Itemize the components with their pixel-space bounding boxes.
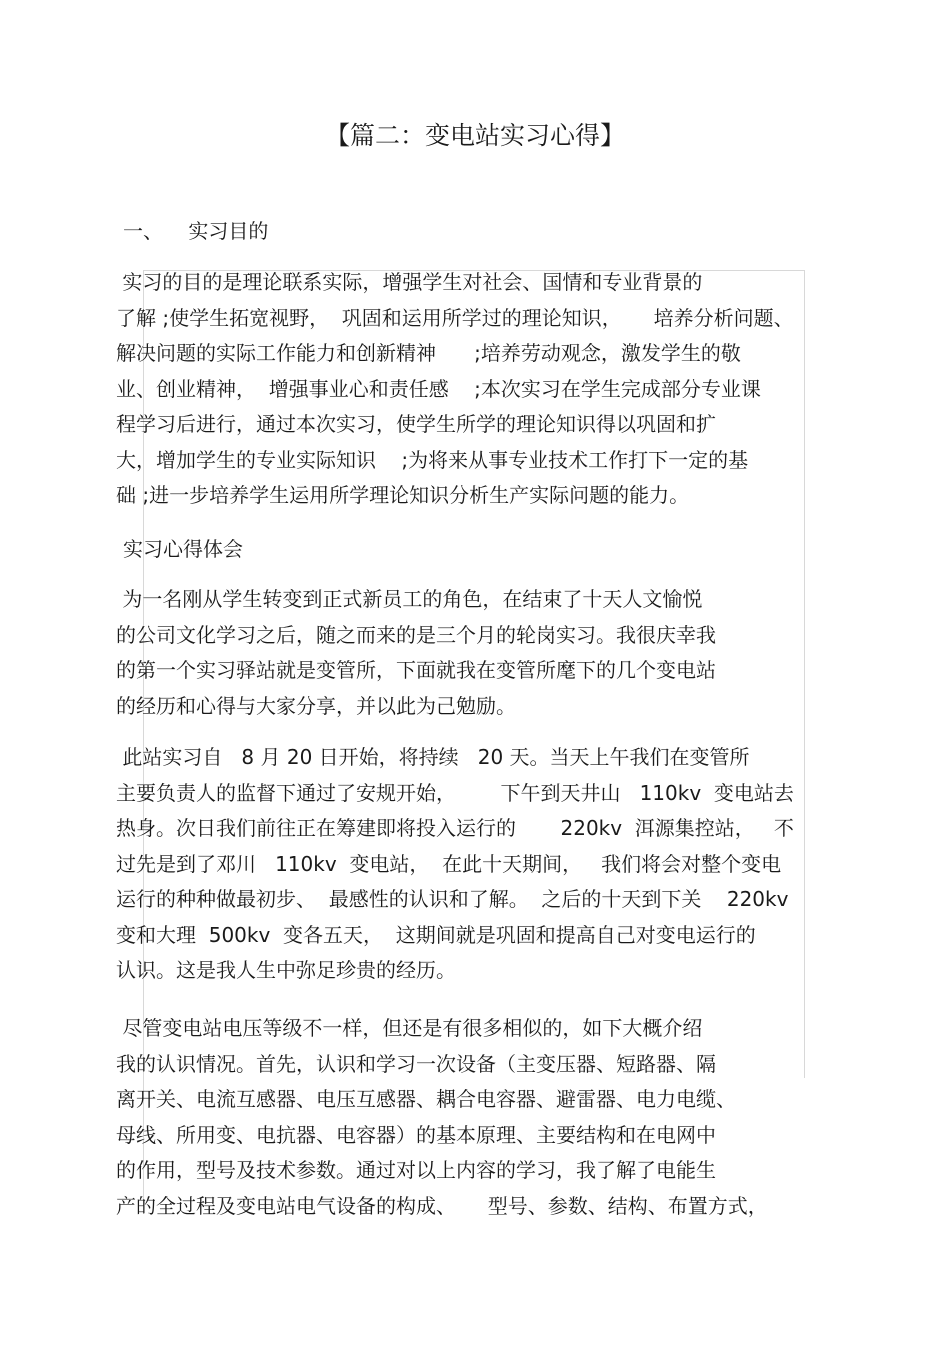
experience-paragraph-3 [116, 1011, 768, 1224]
paragraph-line: 过先是到了邓川 110kv 变电站， 在此十天期间， 我们将会对整个变电 [116, 851, 782, 876]
section-heading-experience: 实习心得体会 [123, 537, 243, 561]
paragraph-line: 变和大理 500kv 变各五天， 这期间就是巩固和提高自己对变电运行的 [116, 922, 756, 947]
paragraph-line: 产的全过程及变电站电气设备的构成、 型号、参数、结构、布置方式， [116, 1193, 768, 1218]
paragraph-line: 业、创业精神， 增强事业心和责任感 ;本次实习在学生完成部分专业课 [116, 376, 761, 401]
paragraph-line: 实习的目的是理论联系实际，增强学生对社会、国情和专业背景的 [116, 270, 703, 294]
paragraph-line: 大，增加学生的专业实际知识 ;为将来从事专业技术工作打下一定的基 [116, 447, 749, 472]
experience-paragraph-2 [116, 740, 794, 989]
paragraph-line: 离开关、电流互感器、电压互感器、耦合电容器、避雷器、电力电缆、 [116, 1087, 736, 1111]
purpose-paragraph [116, 265, 794, 514]
paragraph-line: 此站实习自 8 月 20 日开始，将持续 20 天。当天上午我们在变管所 [116, 745, 750, 769]
paragraph-line: 主要负责人的监督下通过了安规开始， 下午到天井山 110kv 变电站去 [116, 780, 794, 805]
paragraph-line: 热身。次日我们前往正在筹建即将投入运行的 220kv 洱源集控站， 不 [116, 816, 794, 840]
paragraph-line: 的公司文化学习之后，随之而来的是三个月的轮岗实习。我很庆幸我 [116, 622, 716, 647]
paragraph-line: 母线、所用变、电抗器、电容器）的基本原理、主要结构和在电网中 [116, 1122, 716, 1147]
paragraph-line: 运行的种种做最初步、 最感性的认识和了解。 之后的十天到下关 220kv [116, 887, 789, 911]
paragraph-line: 尽管变电站电压等级不一样，但还是有很多相似的，如下大概介绍 [116, 1016, 703, 1040]
paragraph-line: 程学习后进行，通过本次实习，使学生所学的理论知识得以巩固和扩 [116, 412, 716, 436]
paragraph-line: 的经历和心得与大家分享，并以此为己勉励。 [116, 693, 516, 718]
section-heading-purpose: 一、 实习目的 [123, 219, 269, 243]
paragraph-line: 础 ;进一步培养学生运用所学理论知识分析生产实际问题的能力。 [116, 483, 690, 507]
paragraph-line: 的第一个实习驿站就是变管所，下面就我在变管所麾下的几个变电站 [116, 658, 716, 682]
paragraph-line: 认识。这是我人生中弥足珍贵的经历。 [116, 958, 456, 982]
paragraph-line: 了解 ;使学生拓宽视野， 巩固和运用所学过的理论知识， 培养分析问题、 [116, 305, 794, 330]
page-frame-right-line [804, 270, 805, 1078]
paragraph-line: 为一名刚从学生转变到正式新员工的角色，在结束了十天人文愉悦 [116, 587, 703, 611]
paragraph-line: 的作用，型号及技术参数。通过对以上内容的学习，我了解了电能生 [116, 1158, 716, 1182]
paragraph-line: 我的认识情况。首先，认识和学习一次设备（主变压器、短路器、隔 [116, 1051, 716, 1076]
experience-paragraph-1 [116, 582, 716, 724]
paragraph-line: 解决问题的实际工作能力和创新精神 ;培养劳动观念，激发学生的敬 [116, 341, 741, 365]
document-title: 【篇二：变电站实习心得】 [324, 121, 625, 150]
